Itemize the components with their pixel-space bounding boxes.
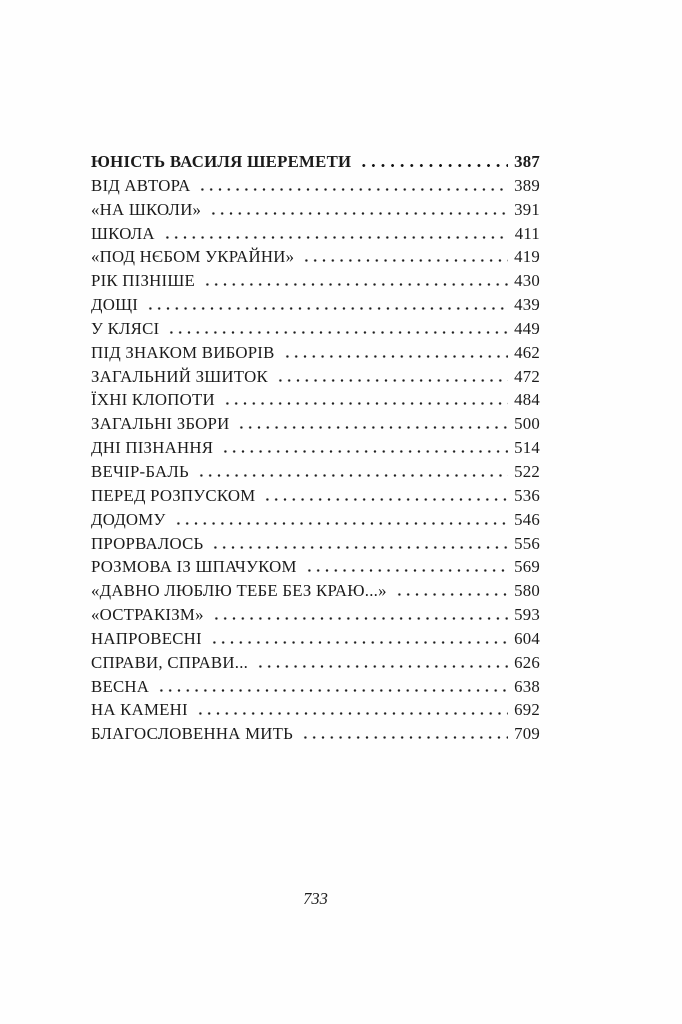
toc-entry-title: ЇХНІ КЛОПОТИ <box>91 390 215 410</box>
toc-entry-page-number: 389 <box>514 175 540 195</box>
toc-entry-page-number: 514 <box>514 438 540 458</box>
toc-entry <box>91 436 540 460</box>
dot-leader <box>163 236 509 239</box>
toc-entry <box>91 222 540 246</box>
dot-leader <box>146 307 508 310</box>
toc-entry-page-number: 593 <box>514 605 540 625</box>
dot-leader <box>223 402 508 405</box>
toc-entry <box>91 603 540 627</box>
toc-entry <box>91 532 540 556</box>
toc-entry <box>91 555 540 579</box>
dot-leader <box>197 474 508 477</box>
toc-entry-title: ПРОРВАЛОСЬ <box>91 533 204 553</box>
toc-entry-page-number: 580 <box>514 581 540 601</box>
toc-entry-title: «ПОД НЄБОМ УКРАЙНИ» <box>91 247 295 267</box>
toc-entry-title: НА КАМЕНІ <box>91 700 188 720</box>
dot-leader <box>395 593 508 596</box>
dot-leader <box>305 569 508 572</box>
toc-entry <box>91 675 540 699</box>
toc-entry-title: ЮНІСТЬ ВАСИЛЯ ШЕРЕМЕТИ <box>91 152 352 171</box>
toc-entry-title: РОЗМОВА ІЗ ШПАЧУКОМ <box>91 557 297 577</box>
toc-entry-title: «ДАВНО ЛЮБЛЮ ТЕБЕ БЕЗ КРАЮ...» <box>91 581 387 601</box>
dot-leader <box>211 546 508 549</box>
toc-entry-page-number: 462 <box>514 342 540 362</box>
toc-entry-page-number: 556 <box>514 533 540 553</box>
toc-entry-title: ДНІ ПІЗНАННЯ <box>91 438 214 458</box>
toc-entry-page-number: 449 <box>514 318 540 338</box>
toc-entry <box>91 651 540 675</box>
toc-entry-title: ДОДОМУ <box>91 509 166 529</box>
toc-entry <box>91 245 540 269</box>
toc-entry-title: РІК ПІЗНІШЕ <box>91 271 196 291</box>
toc-entry-page-number: 709 <box>514 724 540 744</box>
dot-leader <box>203 283 508 286</box>
dot-leader <box>196 712 508 715</box>
dot-leader <box>283 355 509 358</box>
dot-leader <box>198 188 508 191</box>
toc-entry <box>91 722 540 746</box>
toc-entry <box>91 627 540 651</box>
toc-entry <box>91 150 540 174</box>
toc-entry-title: ДОЩІ <box>91 295 139 315</box>
toc-entry-title: «ОСТРАКІЗМ» <box>91 605 204 625</box>
toc-entry-title: «НА ШКОЛИ» <box>91 199 202 219</box>
toc-entry-title: ВЕЧІР-БАЛЬ <box>91 461 189 481</box>
toc-entry <box>91 365 540 389</box>
toc-entry <box>91 293 540 317</box>
page-footer <box>91 889 540 909</box>
toc-entry-page-number: 522 <box>514 461 540 481</box>
toc-entry-title: У КЛЯСІ <box>91 318 160 338</box>
toc-entry-title: ВІД АВТОРА <box>91 175 191 195</box>
dot-leader <box>359 164 508 167</box>
dot-leader <box>209 212 508 215</box>
toc-entry-title: ШКОЛА <box>91 223 155 243</box>
toc-entry <box>91 484 540 508</box>
toc-entry <box>91 388 540 412</box>
toc-entry <box>91 579 540 603</box>
toc-entry-page-number: 638 <box>514 676 540 696</box>
toc-entry-title: ПІД ЗНАКОМ ВИБОРІВ <box>91 342 275 362</box>
toc-entry <box>91 269 540 293</box>
page-number-footer: 733 <box>303 889 328 908</box>
toc-entry-title: ВЕСНА <box>91 676 150 696</box>
toc-entry <box>91 698 540 722</box>
toc-entry-page-number: 536 <box>514 485 540 505</box>
dot-leader <box>157 689 508 692</box>
toc-entry-page-number: 692 <box>514 700 540 720</box>
toc-entry <box>91 198 540 222</box>
toc-entry-title: ЗАГАЛЬНИЙ ЗШИТОК <box>91 366 268 386</box>
dot-leader <box>210 641 508 644</box>
toc-entry <box>91 460 540 484</box>
dot-leader <box>302 259 508 262</box>
toc-entry <box>91 508 540 532</box>
toc-entry-page-number: 439 <box>514 295 540 315</box>
toc-entry-page-number: 626 <box>514 652 540 672</box>
toc-entry-page-number: 604 <box>514 628 540 648</box>
toc-entry-title: БЛАГОСЛОВЕННА МИТЬ <box>91 724 294 744</box>
dot-leader <box>263 498 508 501</box>
dot-leader <box>212 617 508 620</box>
toc-entry <box>91 317 540 341</box>
toc-entry-page-number: 411 <box>514 223 540 243</box>
toc-entry-page-number: 500 <box>514 414 540 434</box>
dot-leader <box>276 379 508 382</box>
toc-entry-page-number: 387 <box>514 152 540 171</box>
toc-entry-title: ЗАГАЛЬНІ ЗБОРИ <box>91 414 230 434</box>
toc-entry-page-number: 472 <box>514 366 540 386</box>
toc-entry-page-number: 391 <box>514 199 540 219</box>
dot-leader <box>256 665 508 668</box>
toc-entry-page-number: 569 <box>514 557 540 577</box>
dot-leader <box>174 522 508 525</box>
toc-entry-page-number: 484 <box>514 390 540 410</box>
toc-entry-page-number: 430 <box>514 271 540 291</box>
toc-entry <box>91 412 540 436</box>
toc-entry-page-number: 419 <box>514 247 540 267</box>
toc-entry-title: СПРАВИ, СПРАВИ... <box>91 652 249 672</box>
toc-entry-title: ПЕРЕД РОЗПУСКОМ <box>91 485 256 505</box>
dot-leader <box>221 450 508 453</box>
toc-entry <box>91 174 540 198</box>
toc-entry-title: НАПРОВЕСНІ <box>91 628 202 648</box>
dot-leader <box>237 426 508 429</box>
dot-leader <box>301 736 508 739</box>
toc-entry <box>91 341 540 365</box>
toc-list <box>91 150 540 746</box>
dot-leader <box>167 331 508 334</box>
toc-entry-page-number: 546 <box>514 509 540 529</box>
